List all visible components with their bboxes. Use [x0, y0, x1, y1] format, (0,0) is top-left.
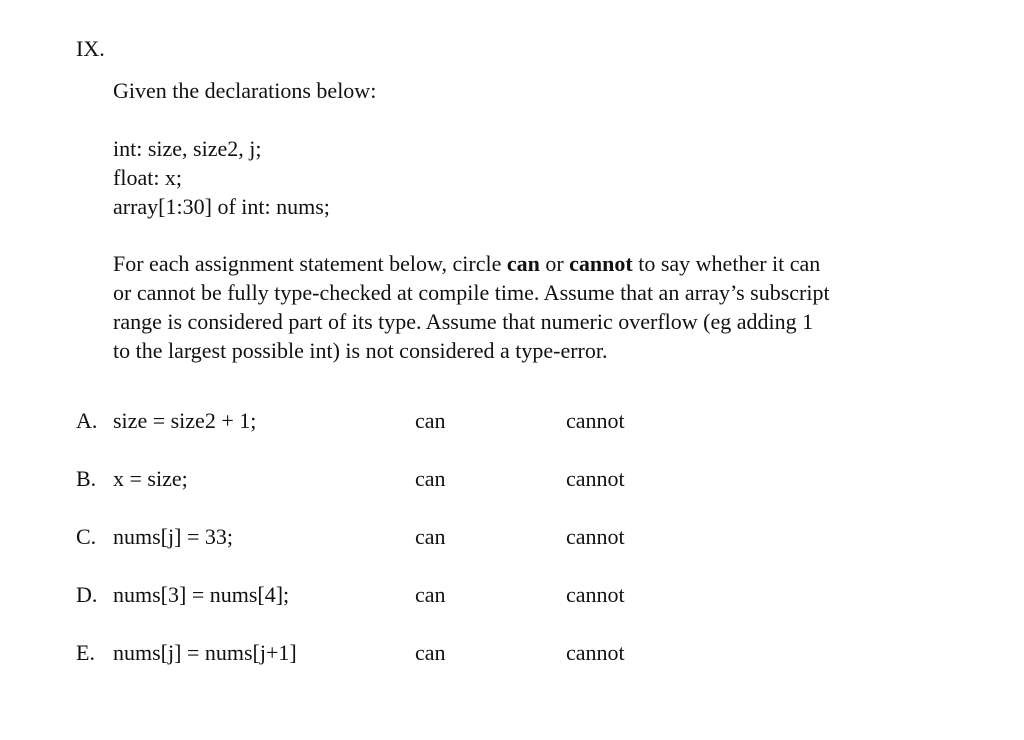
- declaration-line: array[1:30] of int: nums;: [113, 194, 330, 219]
- question-statement: size = size2 + 1;: [113, 408, 257, 433]
- section-number: IX.: [76, 36, 105, 61]
- declarations-block: [113, 134, 330, 221]
- instructions-text: to say whether it can: [632, 251, 821, 276]
- question-statement: x = size;: [113, 466, 188, 491]
- question-statement: nums[j] = 33;: [113, 524, 233, 549]
- question-letter: A.: [76, 408, 98, 433]
- cannot-option[interactable]: cannot: [566, 582, 625, 607]
- question-letter: B.: [76, 466, 97, 491]
- cannot-option[interactable]: cannot: [566, 466, 625, 491]
- declaration-line: int: size, size2, j;: [113, 136, 262, 161]
- can-option[interactable]: can: [415, 582, 446, 607]
- question-row-a: [76, 406, 876, 435]
- declaration-line: float: x;: [113, 165, 183, 190]
- cannot-option[interactable]: cannot: [566, 524, 625, 549]
- can-option[interactable]: can: [415, 466, 446, 491]
- question-row-e: [76, 638, 876, 667]
- question-statement: nums[3] = nums[4];: [113, 582, 290, 607]
- can-option[interactable]: can: [415, 408, 446, 433]
- instructions-line: range is considered part of its type. Assume that numeric overflow (eg adding 1: [113, 309, 814, 334]
- question-letter: D.: [76, 582, 98, 607]
- instructions-cannot-bold: cannot: [569, 251, 633, 276]
- cannot-option[interactable]: cannot: [566, 640, 625, 665]
- instructions-line: to the largest possible int) is not considered a type-error.: [113, 338, 608, 363]
- instructions-line: [113, 249, 953, 278]
- instructions-paragraph: [113, 249, 953, 365]
- can-option[interactable]: can: [415, 524, 446, 549]
- question-row-d: [76, 580, 876, 609]
- instructions-text: or: [539, 251, 570, 276]
- instructions-text: For each assignment statement below, circle: [113, 251, 507, 276]
- question-row-b: [76, 464, 876, 493]
- question-row-c: [76, 522, 876, 551]
- cannot-option[interactable]: cannot: [566, 408, 625, 433]
- question-statement: nums[j] = nums[j+1]: [113, 640, 297, 665]
- instructions-can-bold: can: [506, 251, 540, 276]
- question-letter: C.: [76, 524, 97, 549]
- question-letter: E.: [76, 640, 95, 665]
- intro-text: Given the declarations below:: [113, 78, 377, 103]
- instructions-line: or cannot be fully type-checked at compile time. Assume that an array’s subscript: [113, 280, 830, 305]
- can-option[interactable]: can: [415, 640, 446, 665]
